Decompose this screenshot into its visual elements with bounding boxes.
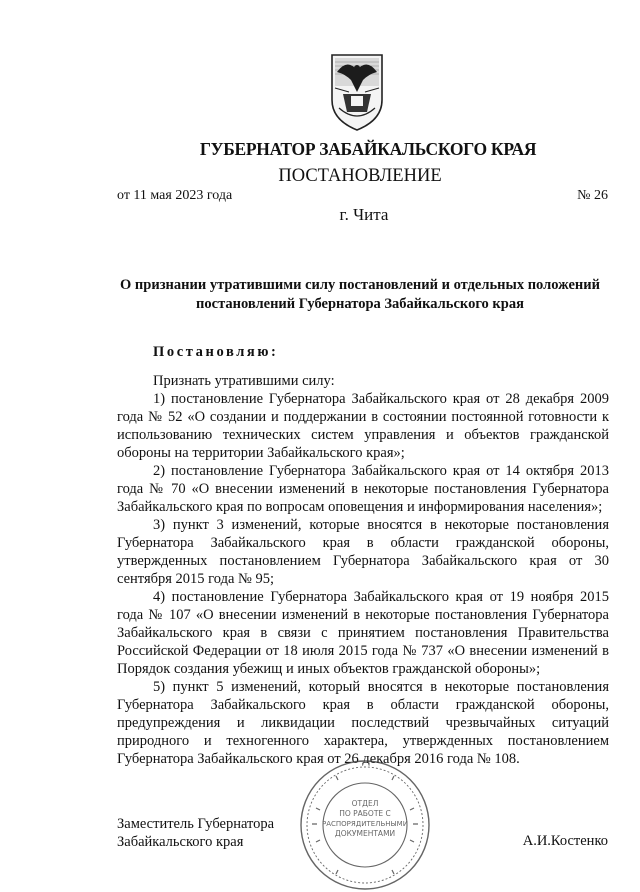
official-stamp <box>296 758 434 892</box>
signatory-title-line1: Заместитель Губернатора <box>117 816 275 832</box>
body-item-4: 4) постановление Губернатора Забайкальского края от 19 ноября 2015 года № 107 «О внесении изменений в некоторые постановления Губернатора Забайкальского края в связи с принятием постановления Правительства Российской Федерации от 18 июля 2015 года № 737 «О внесении изменений в Порядок создания убежищ и иных объектов гражданской обороны»; <box>117 589 609 677</box>
document-city: г. Чита <box>339 205 389 224</box>
body-item-1: 1) постановление Губернатора Забайкальского края от 28 декабря 2009 года № 52 «О создании и поддержании в состоянии постоянной готовности к использованию технических систем управления и объектов гражданской обороны на территории Забайкальского края»; <box>117 391 609 461</box>
document-type: ПОСТАНОВЛЕНИЕ <box>278 166 442 186</box>
stamp-line-3: РАСПОРЯДИТЕЛЬНЫМИ <box>322 820 408 828</box>
signatory-title-line2: Забайкальского края <box>117 834 244 850</box>
document-subject: О признании утратившими силу постановлений и отдельных положений постановлений Губернатора Забайкальского края <box>120 277 600 312</box>
signatory-name: А.И.Костенко <box>522 833 608 849</box>
document-number: № 26 <box>577 188 608 203</box>
stamp-line-1: ОТДЕЛ <box>351 799 379 808</box>
body-item-5: 5) пункт 5 изменений, который вносятся в некоторые постановления Губернатора Забайкальского края в области гражданской обороны, предупреждения и ликвидации последствий чрезвычайных ситуаций природного и техногенного характера, утвержденных постановлением Губернатора Забайкальского края от 26 декабря 2016 года № 108. <box>117 679 609 767</box>
document-date: от 11 мая 2023 года <box>117 188 233 203</box>
coat-of-arms-emblem <box>329 52 385 132</box>
body-item-2: 2) постановление Губернатора Забайкальского края от 14 октября 2013 года № 70 «О внесении изменений в некоторые постановления Губернатора Забайкальского края по вопросам оповещения и информирования населения»; <box>117 463 609 515</box>
stamp-line-4: ДОКУМЕНТАМИ <box>334 829 396 838</box>
decree-word: Постановляю: <box>153 344 279 360</box>
stamp-line-2: ПО РАБОТЕ С <box>339 809 391 818</box>
document-body <box>117 372 609 768</box>
authority-heading: ГУБЕРНАТОР ЗАБАЙКАЛЬСКОГО КРАЯ <box>199 139 537 159</box>
body-item-3: 3) пункт 3 изменений, которые вносятся в некоторые постановления Губернатора Забайкальского края в области гражданской обороны, утвержденных постановлением Губернатора Забайкальского края от 30 сентября 2015 года № 95; <box>117 517 609 587</box>
body-intro: Признать утратившими силу: <box>153 373 335 389</box>
signatory-title <box>117 815 274 851</box>
